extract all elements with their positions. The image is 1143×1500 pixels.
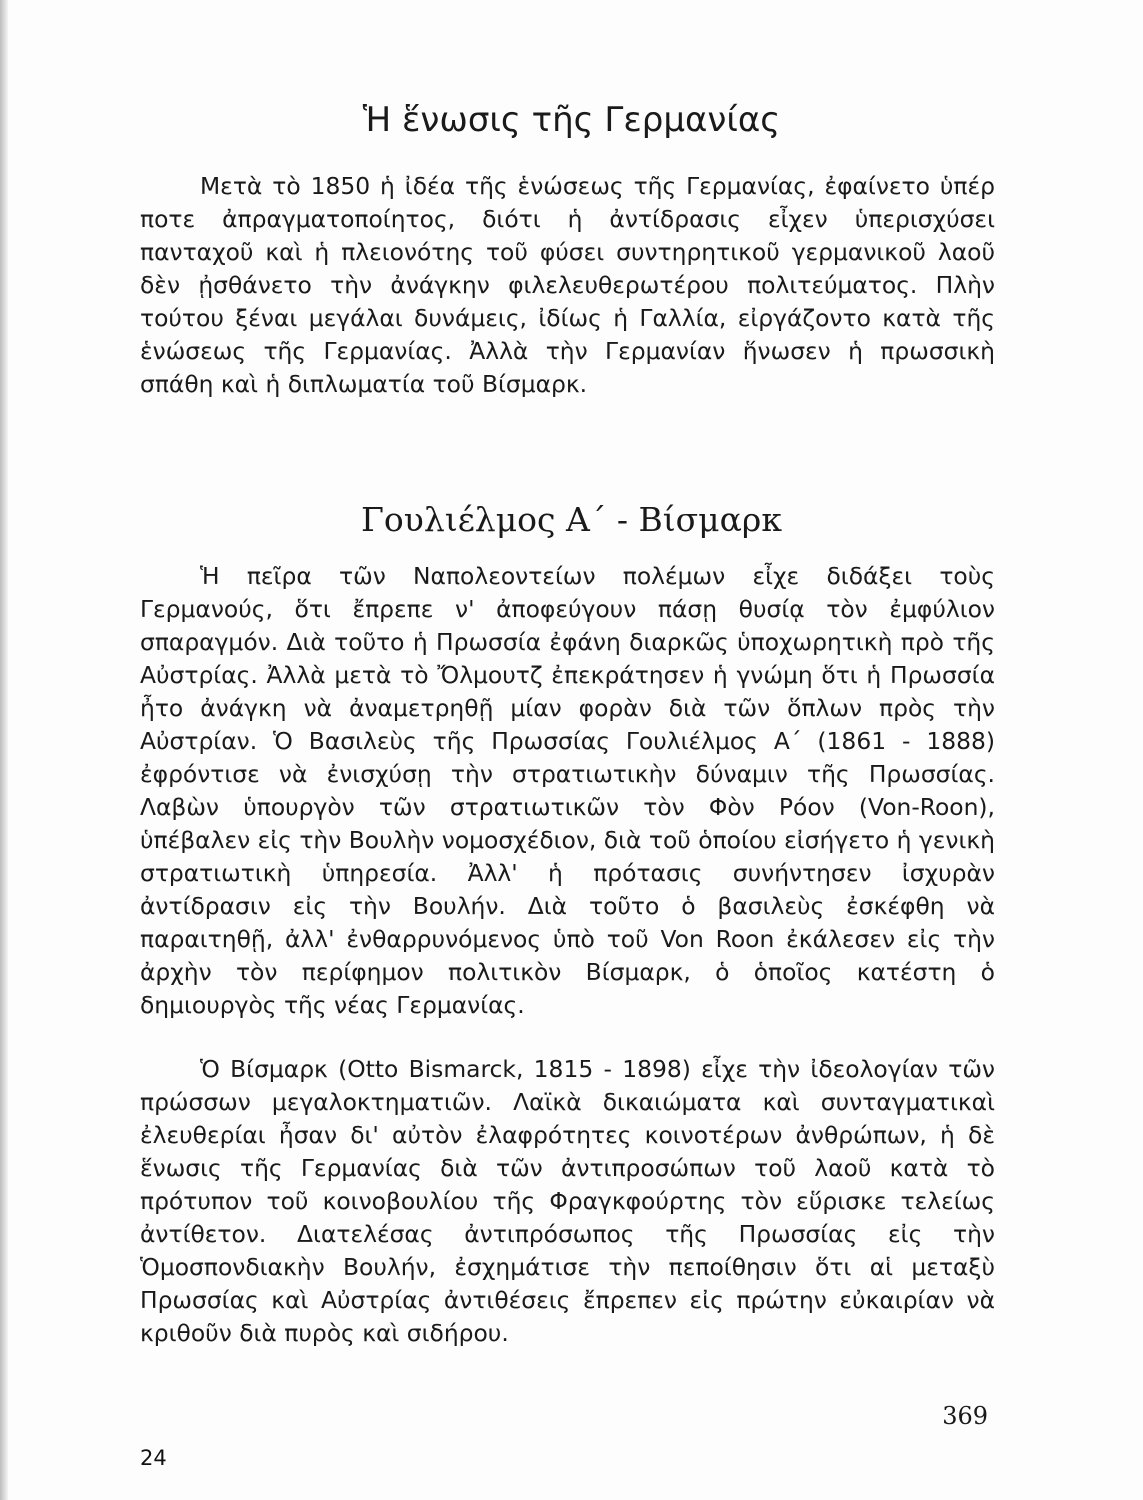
section-title-unification: Ἡ ἕνωσις τῆς Γερμανίας: [362, 100, 781, 140]
paragraph-unification: Μετὰ τὸ 1850 ἡ ἰδέα τῆς ἑνώσεως τῆς Γερμανίας, ἐφαίνετο ὑπέρ ποτε ἀπραγματοποίητος, διότι ἡ ἀντίδρασις εἶχεν ὑπερισχύσει πανταχοῦ καὶ ἡ πλειονότης τοῦ φύσει συντηρητικοῦ γερμανικοῦ λαοῦ δὲν ᾐσθάνετο τὴν ἀνάγκην φιλελευθερωτέρου πολιτεύματος. Πλὴν τούτου ξέναι μεγάλαι δυνάμεις, ἰδίως ἡ Γαλλία, εἰργάζοντο κατὰ τῆς ἑνώσεως τῆς Γερμανίας. Ἀλλὰ τὴν Γερμανίαν ἥνωσεν ἡ πρωσσικὴ σπάθη καὶ ἡ διπλωματία τοῦ Βίσμαρκ.: [140, 172, 995, 398]
paragraph-wilhelm: Ἡ πεῖρα τῶν Ναπολεοντείων πολέμων εἶχε διδάξει τοὺς Γερμανούς, ὅτι ἔπρεπε ν' ἀποφεύγουν πάσῃ θυσίᾳ τὸν ἐμφύλιον σπαραγμόν. Διὰ τοῦτο ἡ Πρωσσία ἐφάνη διαρκῶς ὑποχωρητικὴ πρὸ τῆς Αὐστρίας. Ἀλλὰ μετὰ τὸ Ὄλμουτζ ἐπεκράτησεν ἡ γνώμη ὅτι ἡ Πρωσσία ἦτο ἀνάγκη νὰ ἀναμετρηθῇ μίαν φορὰν διὰ τῶν ὅπλων πρὸς τὴν Αὐστρίαν. Ὁ Βασιλεὺς τῆς Πρωσσίας Γουλιέλμος Α΄ (1861 - 1888) ἐφρόντισε νὰ ἐνισχύσῃ τὴν στρατιωτικὴν δύναμιν τῆς Πρωσσίας. Λαβὼν ὑπουργὸν τῶν στρατιωτικῶν τὸν Φὸν Ρόον (Von-Roon), ὑπέβαλεν εἰς τὴν Βουλὴν νομοσχέδιον, διὰ τοῦ ὁποίου εἰσήγετο ἡ γενικὴ στρατιωτικὴ ὑπηρεσία. Ἀλλ' ἡ πρότασις συνήντησεν ἰσχυρὰν ἀντίδρασιν εἰς τὴν Βουλήν. Διὰ τοῦτο ὁ βασιλεὺς ἐσκέφθη νὰ παραιτηθῇ, ἀλλ' ἐνθαρρυνόμενος ὑπὸ τοῦ Von Roon ἐκάλεσεν εἰς τὴν ἀρχὴν τὸν περίφημον πολιτικὸν Βίσμαρκ, ὁ ὁποῖος κατέστη ὁ δημιουργὸς τῆς νέας Γερμανίας.: [140, 562, 996, 1019]
paragraph-bismarck: Ὁ Βίσμαρκ (Otto Bismarck, 1815 - 1898) εἶχε τὴν ἰδεολογίαν τῶν πρώσσων μεγαλοκτηματιῶν. Λαϊκὰ δικαιώματα καὶ συνταγματικαὶ ἐλευθερίαι ἦσαν δι' αὐτὸν ἐλαφρότητες κοινοτέρων ἀνθρώπων, ἡ δὲ ἕνωσις τῆς Γερμανίας διὰ τῶν ἀντιπροσώπων τοῦ λαοῦ κατὰ τὸ πρότυπον τοῦ κοινοβουλίου τῆς Φραγκφούρτης τὸν εὕρισκε τελείως ἀντίθετον. Διατελέσας ἀντιπρόσωπος τῆς Πρωσσίας εἰς τὴν Ὁμοσπονδιακὴν Βουλήν, ἐσχημάτισε τὴν πεποίθησιν ὅτι αἱ μεταξὺ Πρωσσίας καὶ Αὐστρίας ἀντιθέσεις ἔπρεπεν εἰς πρώτην εὐκαιρίαν νὰ κριθοῦν διὰ πυρὸς καὶ σιδήρου.: [140, 1055, 995, 1347]
binding-shadow: [0, 0, 8, 1500]
page-number: 369: [942, 1402, 988, 1430]
section-title-wilhelm-bismarck: Γουλιέλμος Α΄ - Βίσμαρκ: [361, 500, 782, 539]
folio-mark: 24: [140, 1446, 167, 1470]
